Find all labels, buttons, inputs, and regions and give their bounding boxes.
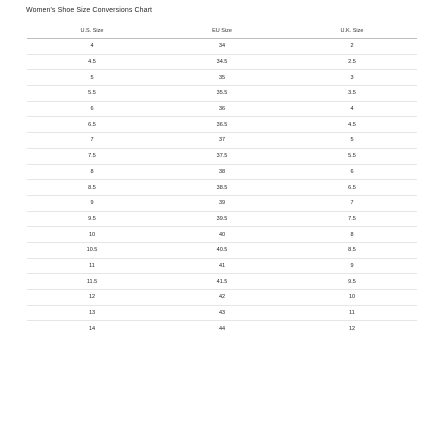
table-body	[27, 39, 417, 337]
cell-uk-size: 4.5	[287, 117, 417, 133]
cell-uk-size: 8	[287, 227, 417, 243]
cell-uk-size: 9	[287, 258, 417, 274]
cell-uk-size: 6.5	[287, 180, 417, 196]
cell-eu-size: 34	[157, 39, 287, 55]
table-row	[27, 133, 417, 149]
table-header-row	[27, 23, 417, 39]
cell-us-size: 6	[27, 101, 157, 117]
cell-uk-size: 5	[287, 133, 417, 149]
cell-uk-size: 6	[287, 164, 417, 180]
cell-uk-size: 7	[287, 195, 417, 211]
cell-us-size: 14	[88, 325, 96, 332]
cell-us-size: 8.5	[27, 180, 157, 196]
cell-eu-size: 38.5	[157, 180, 287, 196]
cell-eu-size: 36	[157, 101, 287, 117]
cell-us-size: 7	[27, 133, 157, 149]
table-row	[27, 148, 417, 164]
cell-us-size: 11	[27, 258, 157, 274]
cell-uk-size: 11	[287, 305, 417, 321]
table-row	[27, 86, 417, 102]
cell-us-size: 4.5	[27, 54, 157, 70]
table-row	[27, 164, 417, 180]
table-row	[27, 290, 417, 306]
cell-eu-size: 38	[157, 164, 287, 180]
cell-eu-size: 39.5	[157, 211, 287, 227]
table-row	[27, 211, 417, 227]
cell-us-size: 9	[27, 195, 157, 211]
cell-uk-size: 12	[348, 325, 356, 332]
cell-eu-size: 36.5	[157, 117, 287, 133]
cell-eu-size: 43	[157, 305, 287, 321]
cell-eu-size: 35.5	[157, 86, 287, 102]
cell-eu-size: 34.5	[157, 54, 287, 70]
cell-us-size: 9.5	[27, 211, 157, 227]
size-conversion-table	[27, 23, 417, 336]
cell-eu-size: 40	[157, 227, 287, 243]
cell-us-size: 5	[27, 70, 157, 86]
cell-uk-size: 4	[287, 101, 417, 117]
table-row	[27, 180, 417, 196]
cell-uk-size: 2	[287, 39, 417, 55]
cell-eu-size: 41.5	[157, 274, 287, 290]
table-row	[27, 274, 417, 290]
header-eu-size: EU Size	[157, 23, 287, 39]
cell-us-size: 7.5	[27, 148, 157, 164]
table-row	[27, 227, 417, 243]
table-row	[27, 195, 417, 211]
table-row	[27, 54, 417, 70]
header-us-size: U.S. Size	[27, 23, 157, 39]
cell-uk-size: 7.5	[287, 211, 417, 227]
cell-us-size: 10	[27, 227, 157, 243]
table-row	[27, 321, 417, 336]
table-row	[27, 242, 417, 258]
table-row	[27, 70, 417, 86]
cell-uk-size: 10	[287, 290, 417, 306]
cell-uk-size: 3.5	[287, 86, 417, 102]
cell-uk-size: 3	[287, 70, 417, 86]
cell-uk-size: 5.5	[287, 148, 417, 164]
table-row	[27, 258, 417, 274]
cell-eu-size: 41	[157, 258, 287, 274]
cell-uk-size: 8.5	[287, 242, 417, 258]
cell-uk-size: 9.5	[287, 274, 417, 290]
cell-eu-size: 37	[157, 133, 287, 149]
cell-us-size: 11.5	[27, 274, 157, 290]
chart-title: Women's Shoe Size Conversions Chart	[26, 7, 153, 14]
cell-eu-size: 39	[157, 195, 287, 211]
cell-us-size: 13	[27, 305, 157, 321]
cell-us-size: 8	[27, 164, 157, 180]
header-uk-size: U.K. Size	[287, 23, 417, 39]
cell-eu-size: 42	[157, 290, 287, 306]
cell-us-size: 10.5	[27, 242, 157, 258]
cell-eu-size: 35	[157, 70, 287, 86]
cell-eu-size: 40.5	[157, 242, 287, 258]
cell-us-size: 4	[27, 39, 157, 55]
cell-eu-size: 44	[218, 325, 226, 332]
cell-us-size: 12	[27, 290, 157, 306]
cell-us-size: 5.5	[27, 86, 157, 102]
table-row	[27, 39, 417, 55]
cell-us-size: 6.5	[27, 117, 157, 133]
table-row	[27, 101, 417, 117]
table-row	[27, 117, 417, 133]
cell-eu-size: 37.5	[157, 148, 287, 164]
cell-uk-size: 2.5	[287, 54, 417, 70]
table-row	[27, 305, 417, 321]
